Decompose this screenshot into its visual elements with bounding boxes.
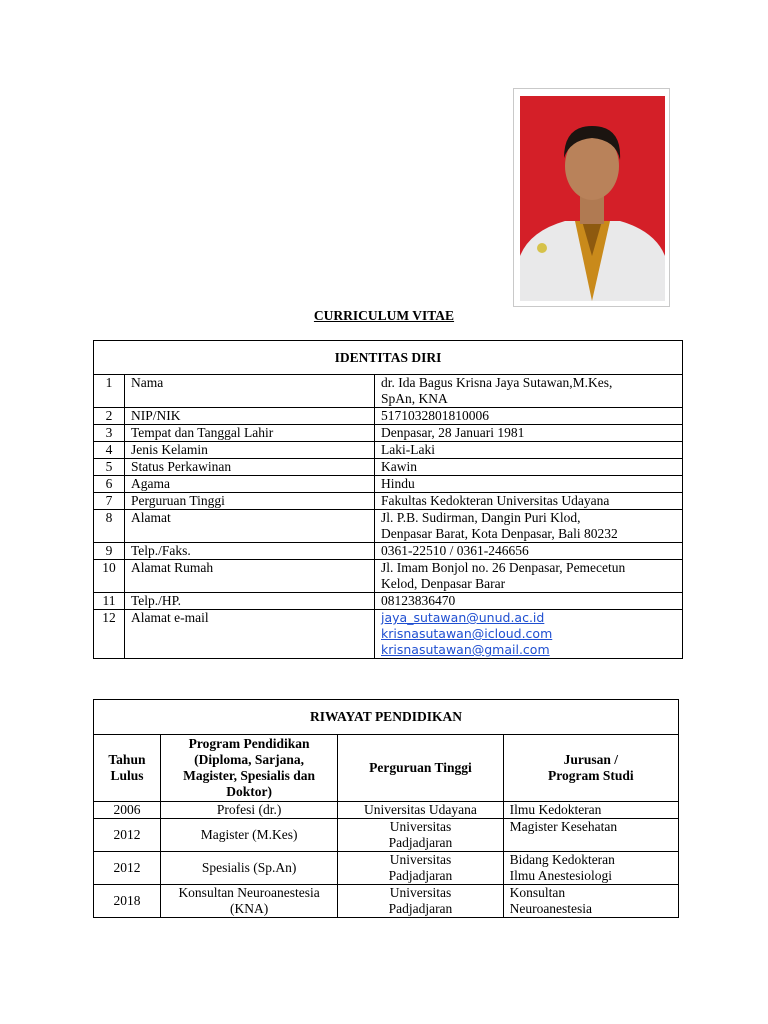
table-row [94, 408, 683, 425]
program-cell [160, 819, 337, 852]
column-header-line: Program Pendidikan [188, 736, 310, 751]
row-number: 2 [94, 408, 125, 425]
column-header [503, 735, 678, 802]
pendidikan-body [94, 802, 679, 918]
row-value [375, 560, 683, 593]
row-label: Perguruan Tinggi [125, 493, 375, 510]
program-cell [160, 885, 337, 918]
table-row [94, 375, 683, 408]
table-row [94, 459, 683, 476]
perguruan-cell [338, 819, 503, 852]
table-row [94, 510, 683, 543]
row-label: Alamat Rumah [125, 560, 375, 593]
perguruan-line: Universitas [389, 852, 452, 867]
column-header-line: Perguruan Tinggi [369, 760, 472, 775]
row-value [375, 510, 683, 543]
table-row [94, 425, 683, 442]
column-header [160, 735, 337, 802]
table-row [94, 885, 679, 918]
row-value [375, 459, 683, 476]
table-row [94, 802, 679, 819]
email-link[interactable]: krisnasutawan@icloud.com [381, 626, 553, 641]
column-header-line: Jurusan / [563, 752, 618, 767]
identitas-body [94, 375, 683, 659]
portrait-illustration [520, 96, 665, 301]
row-label: Alamat [125, 510, 375, 543]
row-number: 12 [94, 610, 125, 659]
email-link[interactable]: jaya_sutawan@unud.ac.id [381, 610, 545, 625]
jurusan-line: Konsultan [509, 885, 566, 900]
table-row [94, 852, 679, 885]
value-line: 0361-22510 / 0361-246656 [381, 543, 529, 558]
row-label: Tempat dan Tanggal Lahir [125, 425, 375, 442]
jurusan-line: Ilmu Kedokteran [509, 802, 602, 817]
profile-photo-frame [513, 88, 670, 307]
program-line: Spesialis (Sp.An) [201, 860, 297, 875]
table-row [94, 610, 683, 659]
identitas-heading: IDENTITAS DIRI [94, 341, 683, 375]
row-number: 7 [94, 493, 125, 510]
jurusan-line: Ilmu Anestesiologi [509, 868, 612, 883]
row-label: Alamat e-mail [125, 610, 375, 659]
value-line: Jl. P.B. Sudirman, Dangin Puri Klod, [381, 510, 581, 525]
column-header-line: (Diploma, Sarjana, [194, 752, 305, 767]
column-header-line: Magister, Spesialis dan [183, 768, 316, 783]
tahun-cell: 2012 [94, 819, 161, 852]
column-header [94, 735, 161, 802]
pendidikan-column-headers [94, 735, 679, 802]
column-header-line: Doktor) [226, 784, 272, 799]
perguruan-line: Padjadjaran [388, 835, 453, 850]
value-line: Hindu [381, 476, 415, 491]
row-value [375, 543, 683, 560]
tahun-cell: 2012 [94, 852, 161, 885]
value-line: 08123836470 [381, 593, 456, 608]
perguruan-line: Padjadjaran [388, 901, 453, 916]
table-row [94, 543, 683, 560]
row-number: 4 [94, 442, 125, 459]
pendidikan-heading: RIWAYAT PENDIDIKAN [94, 700, 679, 735]
row-label: Status Perkawinan [125, 459, 375, 476]
program-cell [160, 802, 337, 819]
column-header [338, 735, 503, 802]
value-line: Jl. Imam Bonjol no. 26 Denpasar, Pemecetun [381, 560, 626, 575]
column-header-line: Tahun [108, 752, 146, 767]
jurusan-line: Bidang Kedokteran [509, 852, 615, 867]
tahun-cell: 2006 [94, 802, 161, 819]
value-line: dr. Ida Bagus Krisna Jaya Sutawan,M.Kes, [381, 375, 613, 390]
value-line: Fakultas Kedokteran Universitas Udayana [381, 493, 610, 508]
perguruan-line: Universitas [389, 819, 452, 834]
jurusan-cell [503, 802, 678, 819]
perguruan-line: Universitas [389, 885, 452, 900]
program-line: Konsultan Neuroanestesia [178, 885, 320, 900]
value-line: 5171032801810006 [381, 408, 489, 423]
cv-title: CURRICULUM VITAE [313, 308, 455, 323]
profile-photo [520, 96, 665, 301]
tahun-cell: 2018 [94, 885, 161, 918]
column-header-line: Lulus [110, 768, 144, 783]
identitas-table [93, 340, 683, 659]
program-line: Magister (M.Kes) [200, 827, 298, 842]
column-header-line: Program Studi [547, 768, 634, 783]
value-line: Laki-Laki [381, 442, 435, 457]
value-line: Kelod, Denpasar Barar [381, 576, 506, 591]
row-number: 9 [94, 543, 125, 560]
jurusan-cell [503, 885, 678, 918]
program-line: Profesi (dr.) [216, 802, 282, 817]
row-label: Nama [125, 375, 375, 408]
row-number: 8 [94, 510, 125, 543]
jurusan-line: Neuroanestesia [509, 901, 593, 916]
identitas-header-row [94, 341, 683, 375]
table-row [94, 593, 683, 610]
row-label: Jenis Kelamin [125, 442, 375, 459]
pendidikan-header-row [94, 700, 679, 735]
value-line: Denpasar Barat, Kota Denpasar, Bali 80232 [381, 526, 618, 541]
perguruan-line: Padjadjaran [388, 868, 453, 883]
email-link[interactable]: krisnasutawan@gmail.com [381, 642, 550, 657]
table-row [94, 442, 683, 459]
pendidikan-table [93, 699, 679, 918]
table-row [94, 493, 683, 510]
row-value [375, 375, 683, 408]
row-value [375, 493, 683, 510]
jurusan-line: Magister Kesehatan [509, 819, 618, 834]
row-label: NIP/NIK [125, 408, 375, 425]
row-number: 5 [94, 459, 125, 476]
row-label: Telp./Faks. [125, 543, 375, 560]
perguruan-cell [338, 852, 503, 885]
row-value [375, 610, 683, 659]
perguruan-cell [338, 885, 503, 918]
row-value [375, 593, 683, 610]
value-line: Kawin [381, 459, 417, 474]
row-label: Agama [125, 476, 375, 493]
table-row [94, 819, 679, 852]
perguruan-cell [338, 802, 503, 819]
row-label: Telp./HP. [125, 593, 375, 610]
jurusan-cell [503, 852, 678, 885]
row-number: 1 [94, 375, 125, 408]
row-value [375, 442, 683, 459]
table-row [94, 560, 683, 593]
row-value [375, 425, 683, 442]
perguruan-line: Universitas Udayana [364, 802, 477, 817]
jurusan-cell [503, 819, 678, 852]
row-value [375, 408, 683, 425]
value-line: Denpasar, 28 Januari 1981 [381, 425, 525, 440]
program-line: (KNA) [229, 901, 269, 916]
program-cell [160, 852, 337, 885]
row-number: 3 [94, 425, 125, 442]
table-row [94, 476, 683, 493]
row-number: 11 [94, 593, 125, 610]
row-number: 6 [94, 476, 125, 493]
row-number: 10 [94, 560, 125, 593]
value-line: SpAn, KNA [381, 391, 448, 406]
row-value [375, 476, 683, 493]
